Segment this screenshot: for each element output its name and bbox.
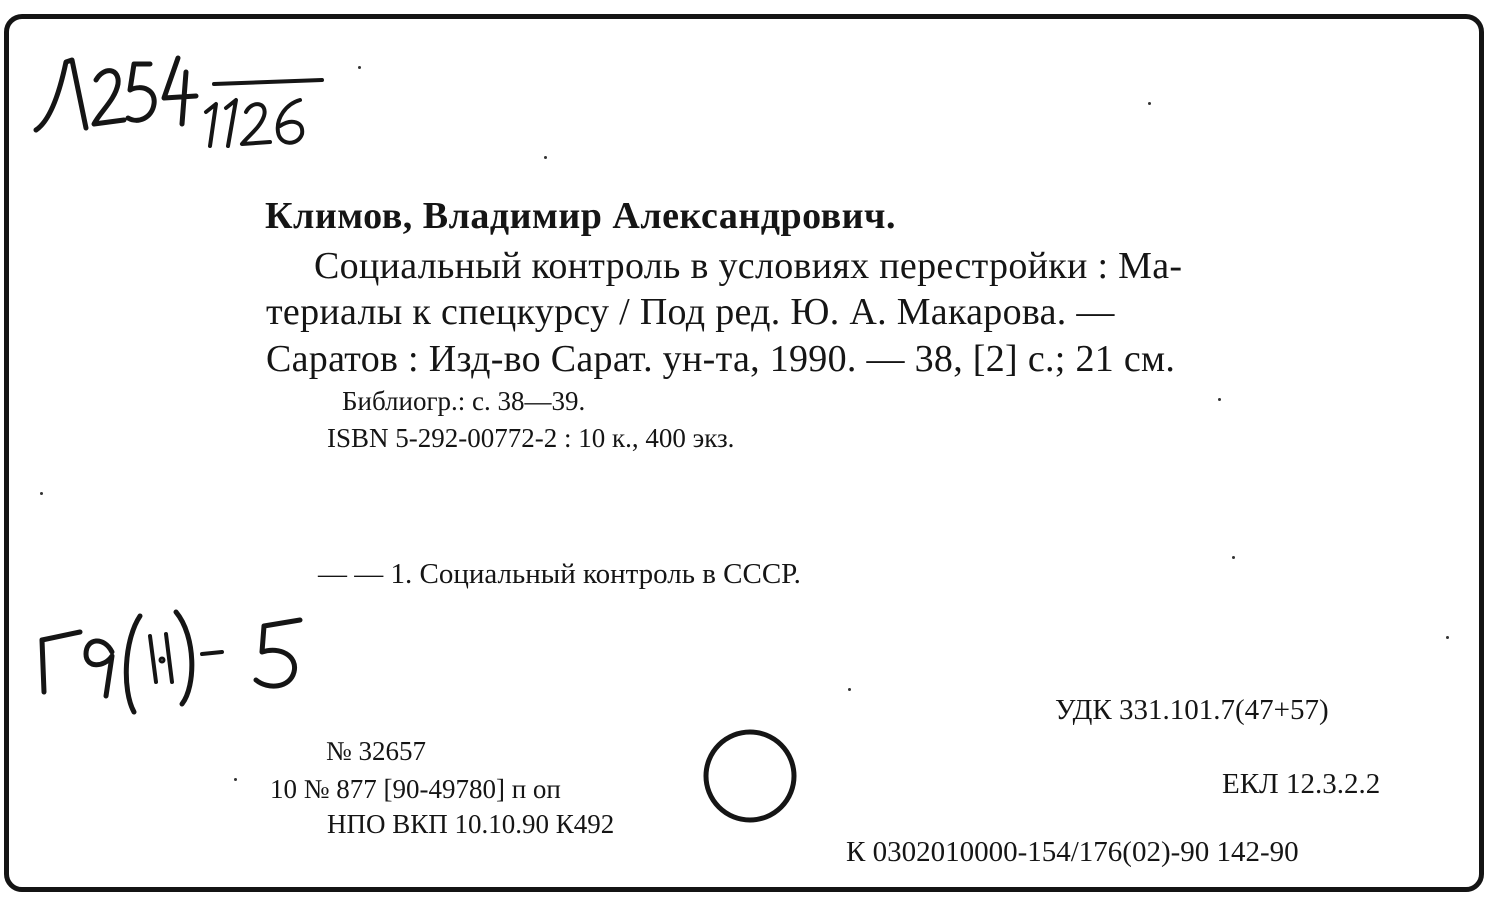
scan-speck	[1232, 556, 1235, 559]
subject-heading: — — 1. Социальный контроль в СССР.	[318, 558, 801, 590]
order-line: 10 № 877 [90-49780] п оп	[270, 774, 561, 804]
scan-speck	[1148, 102, 1151, 105]
udk-code: УДК 331.101.7(47+57)	[1055, 694, 1329, 726]
title-line-1: Социальный контроль в условиях перестройки : Ма-	[314, 245, 1183, 287]
scan-speck	[234, 778, 237, 781]
scan-speck	[848, 688, 851, 691]
title-line-2: териалы к спецкурсу / Под ред. Ю. А. Макарова. —	[266, 291, 1115, 333]
scan-speck	[40, 492, 43, 495]
scan-speck	[1218, 398, 1221, 401]
stamp-circle	[700, 728, 810, 828]
author-heading: Климов, Владимир Александрович.	[265, 195, 896, 237]
bibliography-note: Библиогр.: с. 38—39.	[342, 386, 586, 416]
scan-speck	[358, 66, 361, 69]
isbn-line: ISBN 5-292-00772-2 : 10 к., 400 экз.	[327, 423, 735, 453]
ekl-code: ЕКЛ 12.3.2.2	[1222, 768, 1381, 800]
title-line-3: Саратов : Изд-во Сарат. ун-та, 1990. — 38, [2] с.; 21 см.	[266, 338, 1176, 380]
record-number: № 32657	[326, 736, 427, 766]
k-code: К 0302010000-154/176(02)-90 142-90	[846, 836, 1299, 868]
scan-speck	[1446, 636, 1449, 639]
publisher-line: НПО ВКП 10.10.90 К492	[327, 809, 615, 839]
scan-speck	[544, 156, 547, 159]
